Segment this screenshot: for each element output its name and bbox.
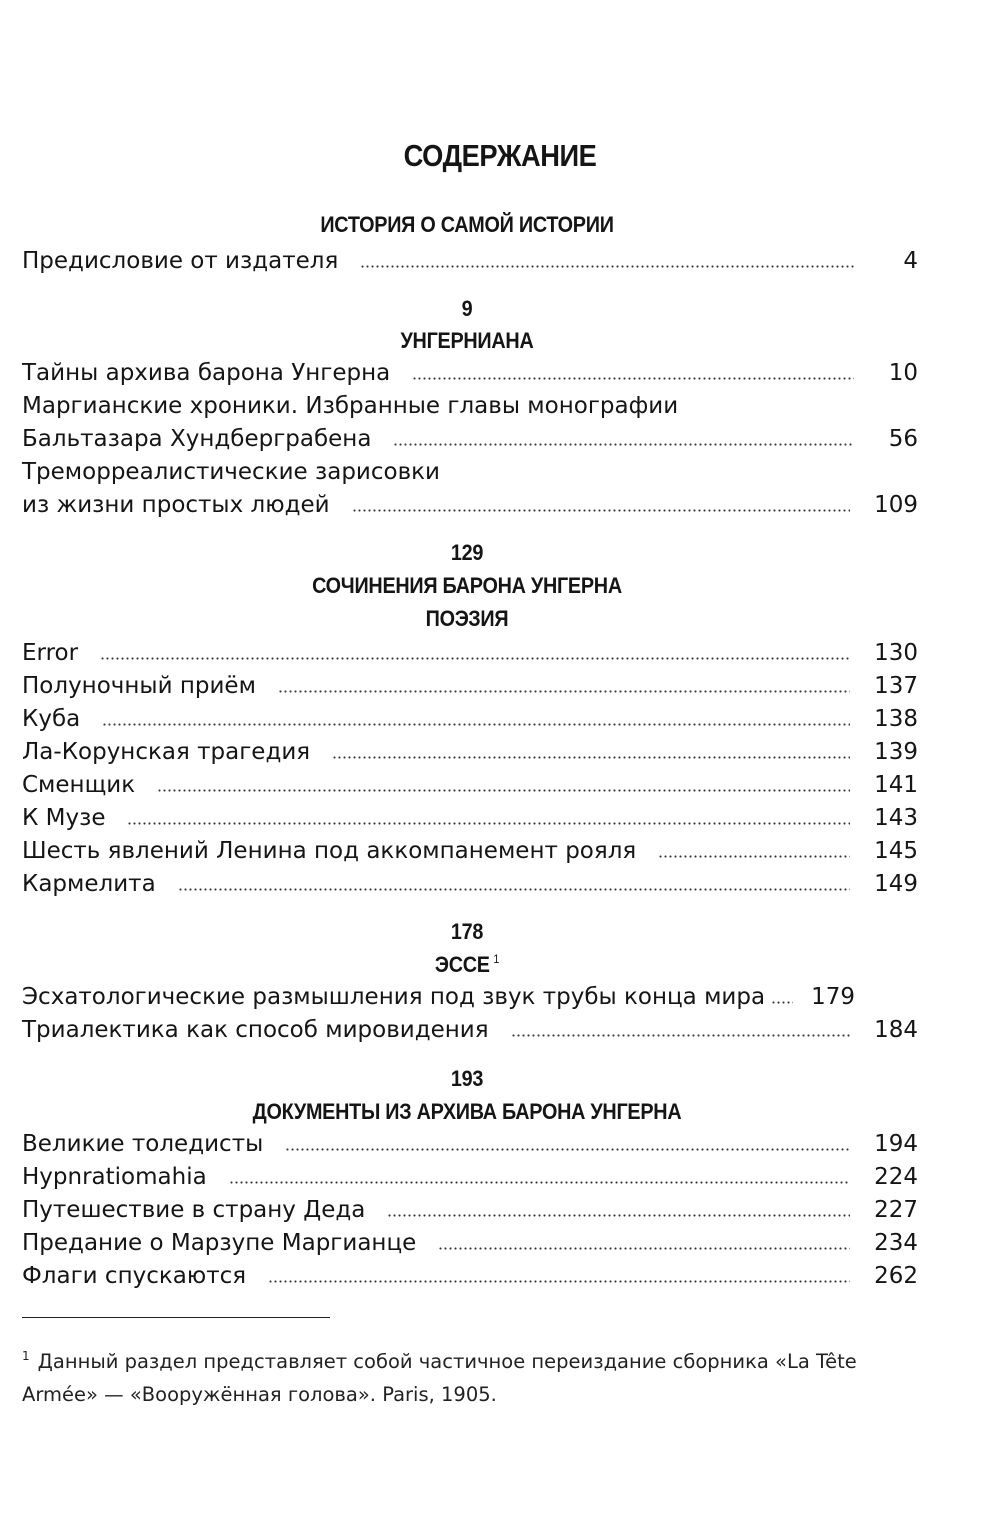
dot-leader	[278, 690, 850, 693]
toc-entry[interactable]	[22, 868, 918, 901]
toc-entry[interactable]	[22, 981, 918, 1014]
toc-entry-title-line1: Треморреалистические зарисовки	[22, 459, 440, 485]
toc-entry-title: из жизни простых людей	[22, 492, 330, 518]
toc-entry-page: 4	[903, 248, 918, 274]
toc-entry-page: 109	[874, 492, 918, 518]
toc-entry-page: 139	[874, 739, 918, 765]
toc-entry[interactable]	[22, 670, 918, 703]
footnote-reference[interactable]: 1	[493, 952, 500, 966]
toc-entry-title: К Музе	[22, 805, 106, 831]
section-page-number: 9	[461, 296, 473, 321]
toc-entry[interactable]	[22, 357, 918, 390]
dot-leader	[393, 443, 854, 446]
toc-entry-page: 143	[874, 805, 918, 831]
dot-leader	[412, 377, 854, 380]
section-heading-writings: СОЧИНЕНИЯ БАРОНА УНГЕРНА	[312, 573, 622, 598]
toc-entry[interactable]	[22, 835, 918, 868]
section-page-number: 129	[450, 540, 484, 565]
footnote-divider	[22, 1317, 330, 1318]
toc-entry-title: Тайны архива барона Унгерна	[22, 360, 391, 386]
footnote	[22, 1340, 932, 1411]
section-heading-essay-text: ЭССЕ	[434, 952, 490, 977]
toc-entry-title: Полуночный приём	[22, 673, 256, 699]
dot-leader	[352, 509, 851, 512]
dot-leader	[332, 756, 850, 759]
dot-leader	[360, 265, 854, 268]
toc-entry-page: 137	[874, 673, 918, 699]
toc-entry[interactable]	[22, 1227, 918, 1260]
toc-entry-page: 194	[874, 1131, 918, 1157]
subsection-heading-poetry: ПОЭЗИЯ	[425, 606, 509, 631]
toc-entry-title: Великие толедисты	[22, 1131, 264, 1157]
toc-entry-page: 184	[874, 1017, 918, 1043]
dot-leader	[127, 822, 850, 825]
toc-entry[interactable]	[22, 1161, 918, 1194]
page-title: СОДЕРЖАНИЕ	[403, 138, 597, 173]
toc-entry[interactable]	[22, 1014, 918, 1047]
toc-entry[interactable]	[22, 802, 918, 835]
toc-entry-page: 149	[874, 871, 918, 897]
toc-entry-page: 130	[874, 640, 918, 666]
dot-leader	[438, 1247, 850, 1250]
toc-entry-title: Error	[22, 640, 79, 666]
footnote-mark: 1	[22, 1349, 30, 1363]
toc-entry-page: 145	[874, 838, 918, 864]
toc-entry-page: 227	[874, 1197, 918, 1223]
dot-leader	[771, 1001, 793, 1004]
dot-leader	[102, 723, 850, 726]
toc-entry[interactable]	[22, 769, 918, 802]
dot-leader	[178, 888, 850, 891]
dot-leader	[268, 1280, 850, 1283]
toc-entry[interactable]	[22, 489, 918, 522]
section-heading-essay	[47, 952, 888, 978]
toc-entry[interactable]	[22, 703, 918, 736]
toc-entry[interactable]	[22, 423, 918, 456]
dot-leader	[100, 657, 850, 660]
toc-entry-title: Куба	[22, 706, 81, 732]
toc-entry-title: Триалектика как способ мировидения	[22, 1017, 489, 1043]
toc-entry-title: Шесть явлений Ленина под аккомпанемент рояля	[22, 838, 637, 864]
toc-entry[interactable]	[22, 245, 918, 278]
toc-entry-page: 141	[874, 772, 918, 798]
toc-entry-title: Предание о Марзупе Маргианце	[22, 1230, 417, 1256]
section-page-number: 178	[450, 919, 484, 944]
toc-entry[interactable]	[22, 1128, 918, 1161]
dot-leader	[229, 1181, 850, 1184]
footnote-text: Данный раздел представляет собой частичное переиздание сборника «La Tête Armée» — «Вооружённая голова». Paris, 1905.	[22, 1350, 857, 1406]
toc-entry[interactable]	[22, 736, 918, 769]
toc-entry-page: 179	[811, 984, 855, 1010]
toc-entry-page: 138	[874, 706, 918, 732]
toc-entry[interactable]	[22, 1194, 918, 1227]
toc-entry-title: Ла-Корунская трагедия	[22, 739, 311, 765]
section-heading-ungerniana: УНГЕРНИАНА	[400, 328, 534, 353]
toc-entry-title: Флаги спускаются	[22, 1263, 247, 1289]
dot-leader	[157, 789, 850, 792]
dot-leader	[511, 1034, 851, 1037]
dot-leader	[658, 855, 850, 858]
section-page-number: 193	[450, 1066, 484, 1091]
toc-entry-page: 10	[888, 360, 918, 386]
toc-entry-title: Сменщик	[22, 772, 136, 798]
section-heading-documents: ДОКУМЕНТЫ ИЗ АРХИВА БАРОНА УНГЕРНА	[252, 1099, 682, 1124]
toc-entry[interactable]	[22, 637, 918, 670]
toc-entry-title: Бальтазара Хундберграбена	[22, 426, 372, 452]
dot-leader	[387, 1214, 850, 1217]
toc-entry-page: 224	[874, 1164, 918, 1190]
toc-entry[interactable]	[22, 1260, 918, 1293]
toc-entry-page: 56	[888, 426, 918, 452]
toc-entry-title: Путешествие в страну Деда	[22, 1197, 366, 1223]
toc-entry-page: 262	[874, 1263, 918, 1289]
dot-leader	[285, 1148, 850, 1151]
toc-entry-title: Кармелита	[22, 871, 156, 897]
toc-entry-page: 234	[874, 1230, 918, 1256]
section-heading-history: ИСТОРИЯ О САМОЙ ИСТОРИИ	[320, 212, 614, 237]
toc-entry-title: Эсхатологические размышления под звук трубы конца мира	[22, 984, 766, 1010]
toc-entry-title-line1: Маргианские хроники. Избранные главы монографии	[22, 393, 679, 419]
toc-entry-title: Hypnratiomahia	[22, 1164, 207, 1190]
toc-entry-title: Предисловие от издателя	[22, 248, 339, 274]
